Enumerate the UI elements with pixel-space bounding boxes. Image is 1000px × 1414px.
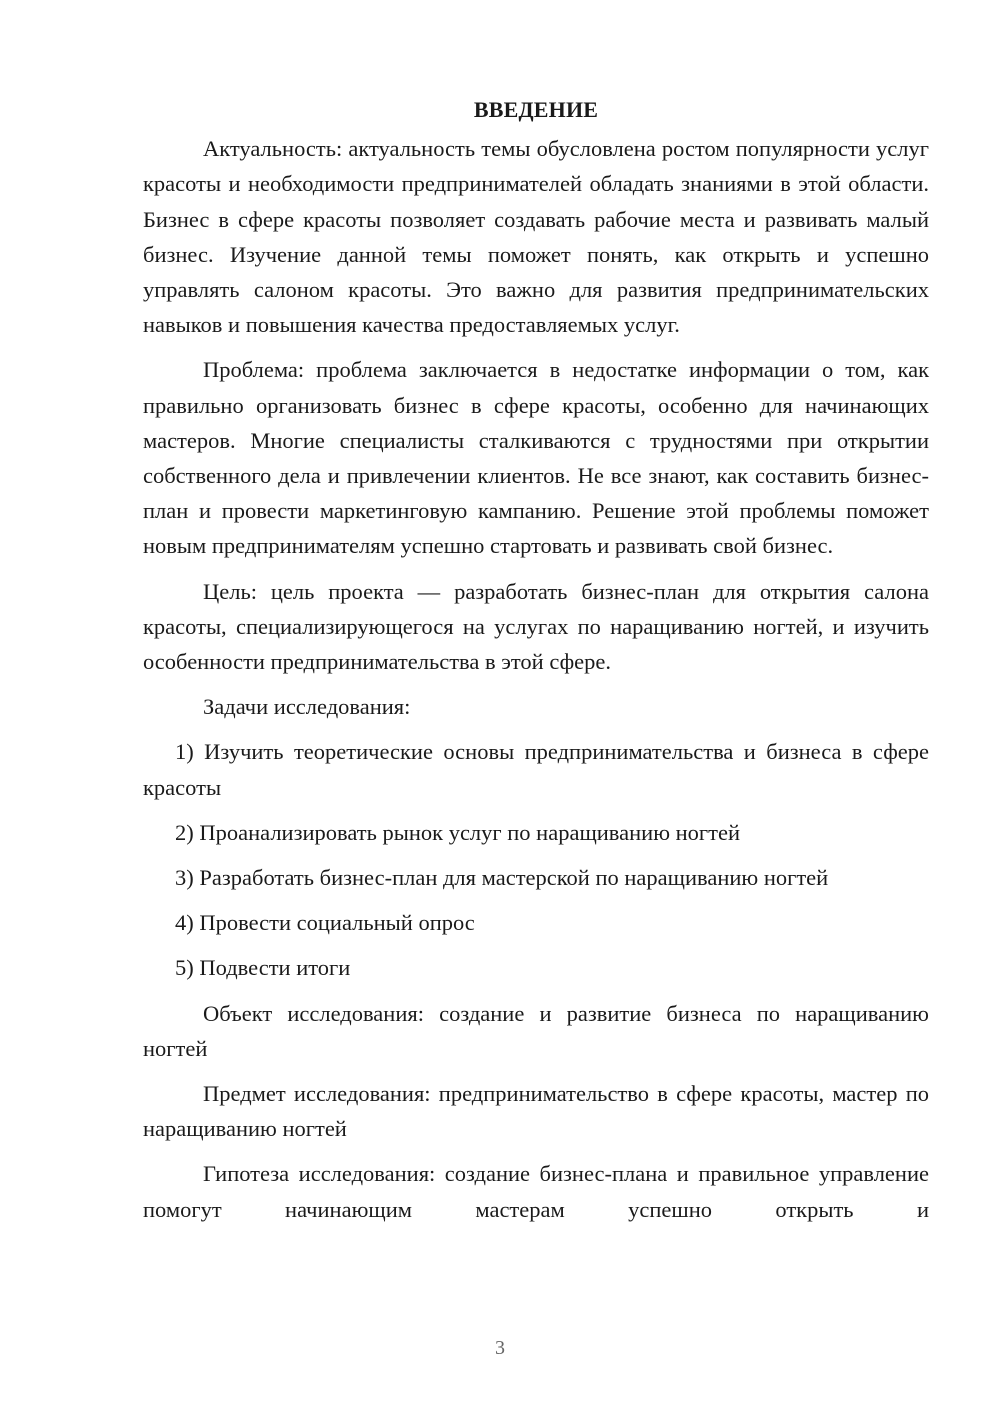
paragraph-goal: Цель: цель проекта — разработать бизнес-план для открытия салона красоты, специализирующегося на услугах по наращиванию ногтей, и изучить особенности предпринимательства в этой сфере.	[143, 578, 929, 675]
paragraph-hypothesis: Гипотеза исследования: создание бизнес-плана и правильное управление помогут начинающим мастерам успешно открыть и	[143, 1161, 929, 1222]
task-item-5: 5) Подвести итоги	[175, 955, 351, 981]
paragraph-relevance: Актуальность: актуальность темы обусловлена ростом популярности услуг красоты и необходимости предпринимателей обладать знаниями в этой области. Бизнес в сфере красоты позволяет создавать рабочие места и развивать малый бизнес. Изучение данной темы поможет понять, как открыть и успешно управлять салоном красоты. Это важно для развития предпринимательских навыков и повышения качества предоставляемых услуг.	[143, 136, 929, 338]
task-item-3: 3) Разработать бизнес-план для мастерской по наращиванию ногтей	[175, 865, 829, 891]
page-content	[143, 92, 929, 1227]
task-item-4: 4) Провести социальный опрос	[175, 910, 475, 936]
paragraph-subject: Предмет исследования: предпринимательство в сфере красоты, мастер по наращиванию ногтей	[143, 1081, 929, 1142]
page-number: 3	[495, 1337, 505, 1359]
task-item-2: 2) Проанализировать рынок услуг по наращиванию ногтей	[175, 819, 741, 845]
paragraph-object: Объект исследования: создание и развитие бизнеса по наращиванию ногтей	[143, 1000, 929, 1061]
task-item-1: 1) Изучить теоретические основы предпринимательства и бизнеса в сфере красоты	[143, 739, 929, 800]
tasks-heading: Задачи исследования:	[203, 694, 411, 720]
paragraph-problem: Проблема: проблема заключается в недостатке информации о том, как правильно организовать бизнес в сфере красоты, особенно для начинающих мастеров. Многие специалисты сталкиваются с трудностями при открытии собственного дела и привлечении клиентов. Не все знают, как составить бизнес-план и провести маркетинговую кампанию. Решение этой проблемы поможет новым предпринимателям успешно стартовать и развивать свой бизнес.	[143, 357, 929, 559]
section-title: ВВЕДЕНИЕ	[473, 97, 599, 122]
